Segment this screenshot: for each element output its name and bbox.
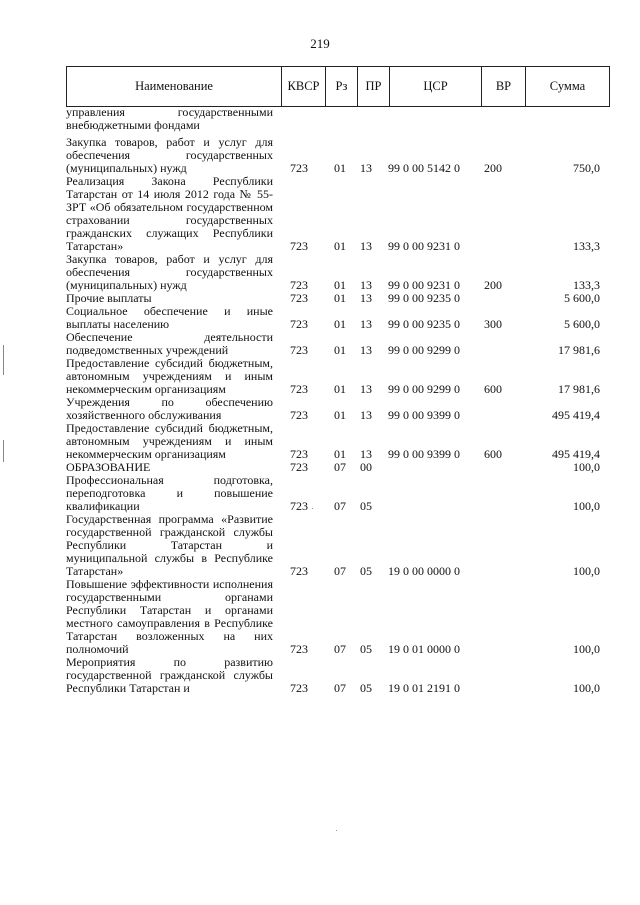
row-name: Социальное обеспечение и иные выплаты населению	[66, 304, 273, 331]
row-name: Предоставление субсидий бюджетным, автономным учреждениям и иным некоммерческим организациям	[66, 356, 273, 396]
row-sum: 5 600,0	[564, 317, 600, 331]
row-sum: 100,0	[573, 681, 600, 695]
table-row	[66, 422, 610, 461]
table-row	[66, 357, 610, 396]
row-name: ОБРАЗОВАНИЕ	[66, 460, 151, 474]
row-sum: 133,3	[573, 278, 600, 292]
row-rz: 07	[334, 564, 346, 578]
row-pr: 05	[360, 642, 372, 656]
table-body	[66, 106, 610, 695]
row-name: Учреждения по обеспечению хозяйственного обслуживания	[66, 395, 273, 422]
row-name: Мероприятия по развитию государственной гражданской службы Республики Татарстан и	[66, 655, 273, 695]
row-sum: 5 600,0	[564, 291, 600, 305]
table-row	[66, 656, 610, 695]
row-csr: 99 0 00 9235 0	[388, 291, 460, 305]
row-csr: 99 0 00 9399 0	[388, 408, 460, 422]
row-sum: 750,0	[573, 161, 600, 175]
row-pr: 13	[360, 447, 372, 461]
row-sum: 495 419,4	[552, 408, 600, 422]
row-vr: 600	[484, 447, 502, 461]
row-kvsr: 723	[290, 382, 308, 396]
row-rz: 01	[334, 343, 346, 357]
header-sum: Сумма	[525, 67, 609, 106]
row-csr: 19 0 00 0000 0	[388, 564, 460, 578]
row-pr: 13	[360, 408, 372, 422]
row-sum: 100,0	[573, 564, 600, 578]
row-name: Закупка товаров, работ и услуг для обеспечения государственных (муниципальных) нужд	[66, 252, 273, 292]
row-kvsr: 723	[290, 499, 308, 513]
row-kvsr: 723	[290, 343, 308, 357]
row-sum: 100,0	[573, 642, 600, 656]
row-rz: 01	[334, 291, 346, 305]
row-rz: 01	[334, 447, 346, 461]
row-pr: 13	[360, 291, 372, 305]
table-row	[66, 396, 610, 422]
row-pr: 05	[360, 681, 372, 695]
table-row	[66, 474, 610, 513]
row-csr: 99 0 00 9231 0	[388, 278, 460, 292]
row-vr: 300	[484, 317, 502, 331]
row-pr: 00	[360, 460, 372, 474]
scan-artifact	[336, 830, 337, 831]
row-kvsr: 723	[290, 681, 308, 695]
page-number: 219	[310, 36, 330, 51]
row-rz: 01	[334, 239, 346, 253]
row-sum: 133,3	[573, 239, 600, 253]
row-kvsr: 723	[290, 460, 308, 474]
table-row	[66, 175, 610, 253]
table-header	[66, 66, 610, 107]
row-rz: 07	[334, 499, 346, 513]
header-vr: ВР	[481, 67, 525, 106]
table-row	[66, 136, 610, 175]
row-name: Реализация Закона Республики Татарстан от 14 июля 2012 года № 55-ЗРТ «Об обязательном государственном страховании государственных гражданских служащих Республики Татарстан»	[66, 174, 273, 253]
row-sum: 17 981,6	[558, 343, 600, 357]
row-name: Профессиональная подготовка, переподготовка и повышение квалификации	[66, 473, 273, 513]
row-kvsr: 723	[290, 291, 308, 305]
row-sum: 17 981,6	[558, 382, 600, 396]
row-sum: 100,0	[573, 460, 600, 474]
row-name: Государственная программа «Развитие государственной гражданской службы Республики Татарстан и муниципальной службы в Республике Татарстан»	[66, 512, 273, 578]
row-rz: 07	[334, 642, 346, 656]
row-csr: 99 0 00 9399 0	[388, 447, 460, 461]
row-name: Обеспечение деятельности подведомственных учреждений	[66, 330, 273, 357]
table-row	[66, 106, 610, 132]
row-name: управления государственными внебюджетными фондами	[66, 105, 273, 132]
table-row	[66, 253, 610, 292]
row-csr: 99 0 00 9231 0	[388, 239, 460, 253]
table-row	[66, 513, 610, 578]
row-pr: 13	[360, 239, 372, 253]
row-kvsr: 723	[290, 278, 308, 292]
row-kvsr: 723	[290, 642, 308, 656]
row-pr: 05	[360, 499, 372, 513]
scan-margin-mark	[3, 440, 4, 462]
row-kvsr: 723	[290, 239, 308, 253]
row-rz: 01	[334, 382, 346, 396]
header-kvsr: КВСР	[281, 67, 325, 106]
row-name: Предоставление субсидий бюджетным, автономным учреждениям и иным некоммерческим организациям	[66, 421, 273, 461]
row-csr: 99 0 00 9235 0	[388, 317, 460, 331]
row-pr: 13	[360, 317, 372, 331]
table-row	[66, 331, 610, 357]
row-rz: 01	[334, 161, 346, 175]
row-rz: 01	[334, 278, 346, 292]
row-name: Закупка товаров, работ и услуг для обеспечения государственных (муниципальных) нужд	[66, 135, 273, 175]
header-pr: ПР	[357, 67, 389, 106]
header-rz: Рз	[325, 67, 357, 106]
row-name: Прочие выплаты	[66, 291, 152, 305]
row-sum: 100,0	[573, 499, 600, 513]
row-pr: 13	[360, 278, 372, 292]
header-csr: ЦСР	[389, 67, 481, 106]
row-rz: 01	[334, 408, 346, 422]
row-pr: 13	[360, 382, 372, 396]
table-row	[66, 305, 610, 331]
row-pr: 13	[360, 343, 372, 357]
row-rz: 07	[334, 681, 346, 695]
row-rz: 07	[334, 460, 346, 474]
row-kvsr: 723	[290, 447, 308, 461]
scan-artifact	[312, 508, 313, 509]
row-vr: 200	[484, 278, 502, 292]
row-kvsr: 723	[290, 161, 308, 175]
row-pr: 05	[360, 564, 372, 578]
row-sum: 495 419,4	[552, 447, 600, 461]
table-row	[66, 578, 610, 656]
scan-margin-mark	[3, 345, 4, 375]
row-name: Повышение эффективности исполнения государственными органами Республики Татарстан и органами местного самоуправления в Республике Татарстан возложенных на них полномочий	[66, 577, 273, 656]
row-csr: 99 0 00 9299 0	[388, 343, 460, 357]
row-rz: 01	[334, 317, 346, 331]
row-csr: 19 0 01 2191 0	[388, 681, 460, 695]
row-kvsr: 723	[290, 408, 308, 422]
row-vr: 200	[484, 161, 502, 175]
row-csr: 99 0 00 5142 0	[388, 161, 460, 175]
row-pr: 13	[360, 161, 372, 175]
row-vr: 600	[484, 382, 502, 396]
row-csr: 99 0 00 9299 0	[388, 382, 460, 396]
row-kvsr: 723	[290, 564, 308, 578]
row-csr: 19 0 01 0000 0	[388, 642, 460, 656]
row-kvsr: 723	[290, 317, 308, 331]
header-name: Наименование	[135, 79, 213, 93]
